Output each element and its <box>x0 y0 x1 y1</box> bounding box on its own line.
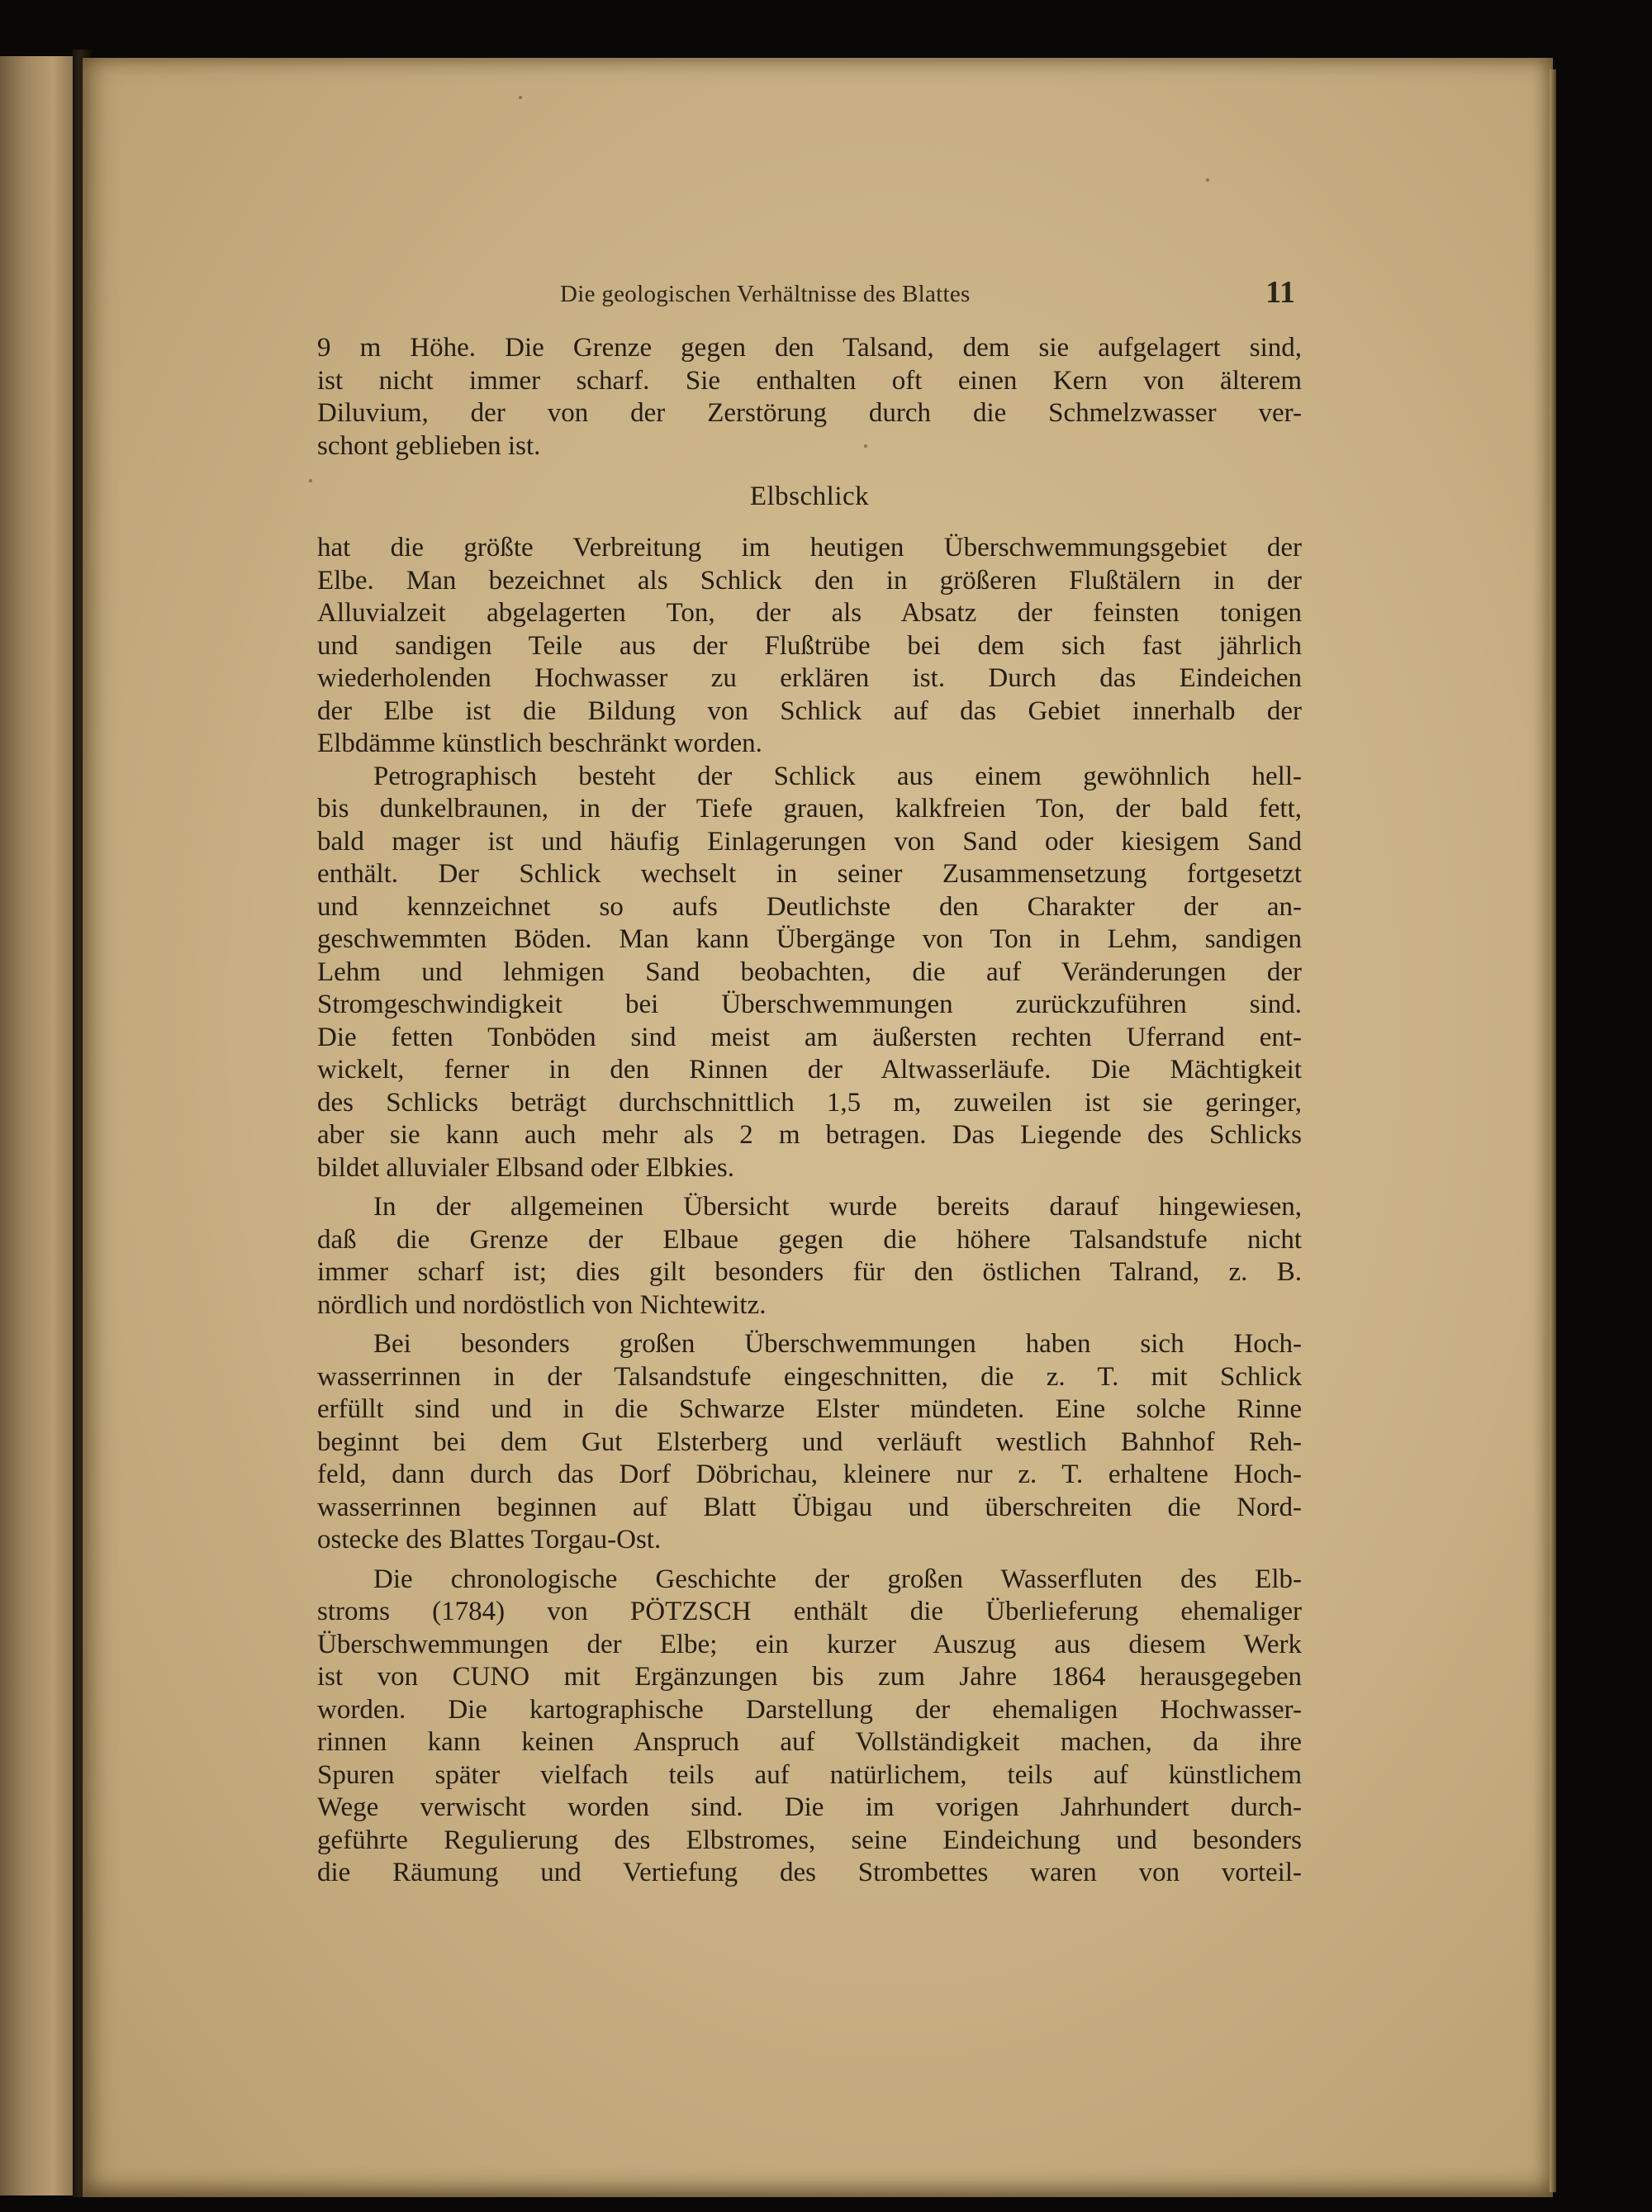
text-line: immer scharf ist; dies gilt besonders für den östlichen Talrand, z. B. <box>317 1257 1302 1287</box>
text-line: Elbdämme künstlich beschränkt worden. <box>317 729 762 758</box>
text-line: Elbe. Man bezeichnet als Schlick den in größeren Flußtälern in der <box>317 565 1302 596</box>
text-line: geschwemmten Böden. Man kann Übergänge von Ton in Lehm, sandigen <box>317 924 1302 954</box>
paragraph <box>317 1328 1302 1557</box>
text-line: Petrographisch besteht der Schlick aus einem gewöhnlich hell- <box>373 761 1302 791</box>
paper-speck <box>519 96 522 99</box>
text-line: In der allgemeinen Übersicht wurde bereits darauf hingewiesen, <box>373 1192 1302 1222</box>
text-line: ist von CUNO mit Ergänzungen bis zum Jahre 1864 herausgegeben <box>317 1662 1302 1692</box>
text-line: erfüllt sind und in die Schwarze Elster mündeten. Eine solche Rinne <box>317 1394 1302 1424</box>
text-line: des Schlicks beträgt durchschnittlich 1,5 m, zuweilen ist sie geringer, <box>317 1087 1302 1118</box>
paper-speck <box>1206 178 1209 182</box>
section-heading: Elbschlick <box>749 482 870 511</box>
page-header <box>317 275 1302 314</box>
running-head: Die geologischen Verhältnisse des Blattes <box>560 281 971 307</box>
text-line: und sandigen Teile aus der Flußtrübe bei dem sich fast jährlich <box>317 630 1302 661</box>
text-line: die Räumung und Vertiefung des Strombettes waren von vorteil- <box>317 1858 1302 1887</box>
text-line: wasserrinnen beginnen auf Blatt Übigau und überschreiten die Nord- <box>317 1492 1302 1522</box>
text-line: worden. Die kartographische Darstellung der ehemaligen Hochwasser- <box>317 1694 1302 1725</box>
text-line: Die fetten Tonböden sind meist am äußersten rechten Uferrand ent- <box>317 1022 1302 1052</box>
text-line: wiederholenden Hochwasser zu erklären ist. Durch das Eindeichen <box>317 663 1302 693</box>
text-line: wasserrinnen in der Talsandstufe eingeschnitten, die z. T. mit Schlick <box>317 1361 1302 1392</box>
text-line: der Elbe ist die Bildung von Schlick auf das Gebiet innerhalb der <box>317 695 1302 726</box>
text-line: enthält. Der Schlick wechselt in seiner Zusammensetzung fortgesetzt <box>317 859 1302 889</box>
text-line: Überschwemmungen der Elbe; ein kurzer Auszug aus diesem Werk <box>317 1629 1302 1659</box>
text-line: bildet alluvialer Elbsand oder Elbkies. <box>317 1152 734 1183</box>
paper-speck <box>309 479 312 482</box>
text-line: Bei besonders großen Überschwemmungen haben sich Hoch- <box>373 1329 1302 1359</box>
text-line: Die chronologische Geschichte der großen Wasserfluten des Elb- <box>373 1564 1302 1594</box>
body-text <box>317 332 1302 1890</box>
text-line: bald mager ist und häufig Einlagerungen von Sand oder kiesigem Sand <box>317 826 1302 857</box>
text-line: ostecke des Blattes Torgau-Ost. <box>317 1525 662 1555</box>
text-line: Lehm und lehmigen Sand beobachten, die auf Veränderungen der <box>317 956 1302 987</box>
text-line: 9 m Höhe. Die Grenze gegen den Talsand, dem sie aufgelagert sind, <box>317 333 1302 363</box>
text-line: Diluvium, der von der Zerstörung durch die Schmelzwasser ver- <box>317 398 1302 428</box>
text-line: daß die Grenze der Elbaue gegen die höhere Talsandstufe nicht <box>317 1224 1302 1255</box>
paragraph <box>317 1564 1302 1890</box>
text-line: Spuren später vielfach teils auf natürlichem, teils auf künstlichem <box>317 1759 1302 1790</box>
text-line: wickelt, ferner in den Rinnen der Altwasserläufe. Die Mächtigkeit <box>317 1055 1302 1085</box>
text-line: beginnt bei dem Gut Elsterberg und verläuft westlich Bahnhof Reh- <box>317 1426 1302 1457</box>
paragraph <box>317 532 1302 761</box>
facing-page-edge <box>0 56 76 2195</box>
page-number: 11 <box>1265 275 1295 310</box>
text-line: ist nicht immer scharf. Sie enthalten oft einen Kern von älterem <box>317 365 1302 396</box>
paragraph <box>317 761 1302 1185</box>
text-line: aber sie kann auch mehr als 2 m betragen. Das Liegende des Schlicks <box>317 1120 1302 1150</box>
text-line: bis dunkelbraunen, in der Tiefe grauen, kalkfreien Ton, der bald fett, <box>317 794 1302 824</box>
text-line: feld, dann durch das Dorf Döbrichau, kleinere nur z. T. erhaltene Hoch- <box>317 1460 1302 1489</box>
page-right-edge <box>1550 69 1556 2192</box>
text-line: Stromgeschwindigkeit bei Überschwemmungen zurückzuführen sind. <box>317 990 1302 1019</box>
paragraph <box>317 332 1302 463</box>
text-line: nördlich und nordöstlich von Nichtewitz. <box>317 1289 767 1320</box>
paragraph <box>317 1191 1302 1322</box>
text-line: Alluvialzeit abgelagerten Ton, der als Absatz der feinsten tonigen <box>317 598 1302 628</box>
text-line: geführte Regulierung des Elbstromes, seine Eindeichung und besonders <box>317 1825 1302 1855</box>
text-line: stroms (1784) von PÖTZSCH enthält die Überlieferung ehemaliger <box>317 1597 1302 1626</box>
text-line: und kennzeichnet so aufs Deutlichste den Charakter der an- <box>317 891 1302 922</box>
text-line: Wege verwischt worden sind. Die im vorigen Jahrhundert durch- <box>317 1792 1302 1822</box>
text-line: schont geblieben ist. <box>317 430 541 461</box>
text-line: rinnen kann keinen Anspruch auf Vollständigkeit machen, da ihre <box>317 1727 1302 1757</box>
text-line: hat die größte Verbreitung im heutigen Überschwemmungsgebiet der <box>317 533 1302 562</box>
